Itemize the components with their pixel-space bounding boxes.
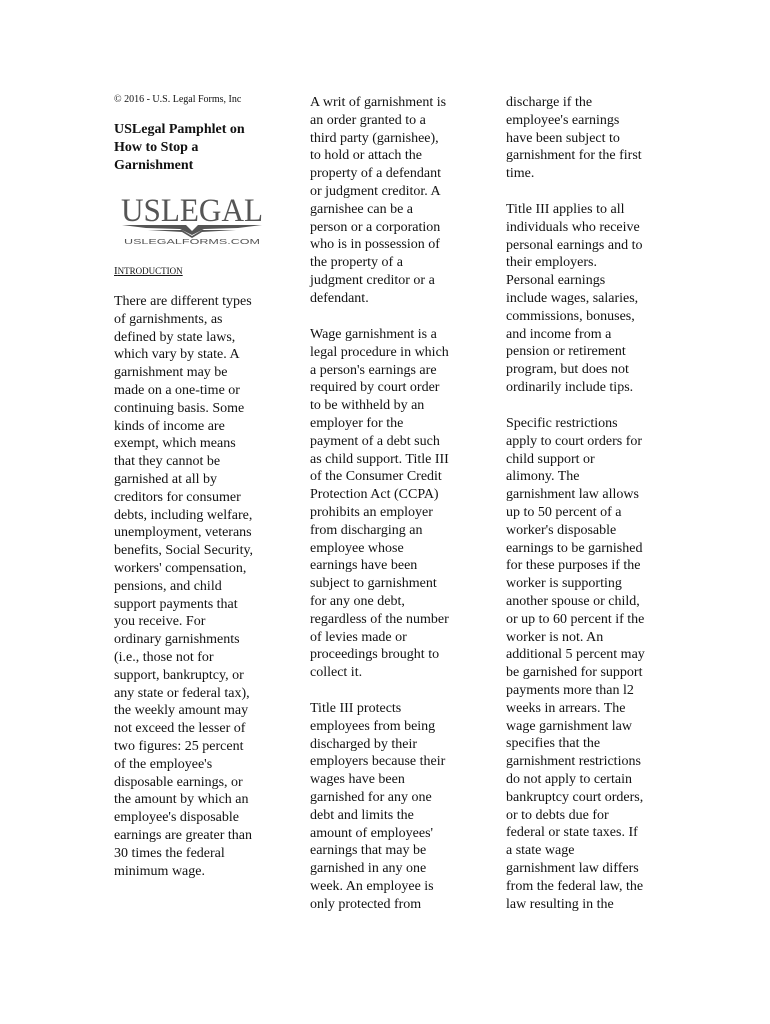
text-line: the amount by which an [114, 792, 249, 808]
text-line: or to debts due for [506, 807, 609, 823]
text-line: garnished in any one [310, 861, 427, 877]
text-line: additional 5 percent may [506, 647, 645, 663]
paragraph-title-iii-protects [310, 700, 472, 914]
text-line: worker is supporting [506, 576, 622, 592]
text-line: subject to garnishment [310, 576, 437, 592]
text-line: garnishee can be a [310, 201, 413, 217]
text-line: from the federal law, the [506, 878, 644, 894]
text-line: discharge if the [506, 95, 593, 110]
text-line: of the Consumer Credit [310, 469, 442, 485]
text-line: kinds of income are [114, 418, 225, 434]
text-line: unemployment, veterans [114, 525, 252, 541]
text-line: person or a corporation [310, 219, 441, 235]
text-line: their employers. [506, 255, 597, 271]
text-line: of the employee's [114, 756, 213, 772]
text-line: payment of a debt such [310, 433, 440, 449]
text-line: and income from a [506, 326, 612, 342]
text-line: payments more than l2 [506, 682, 634, 698]
text-line: employee whose [310, 540, 404, 556]
text-line: creditors for consumer [114, 489, 241, 505]
heading-rest: NTRODUCTION [117, 266, 183, 276]
text-line: Wage garnishment is a [310, 327, 437, 342]
text-line: continuing basis. Some [114, 400, 245, 416]
text-line: for any one debt, [310, 593, 405, 609]
heading-initial: I [114, 265, 118, 277]
text-line: have been subject to [506, 130, 620, 146]
text-line: collect it. [310, 665, 363, 681]
text-line: do not apply to certain [506, 771, 632, 787]
text-line: Title III applies to all [506, 202, 625, 217]
text-line: not exceed the lesser of [114, 721, 246, 737]
text-line: earnings have been [310, 558, 418, 574]
text-line: A writ of garnishment is [310, 95, 447, 110]
text-line: earnings to be garnished [506, 540, 643, 556]
text-line: alimony. The [506, 469, 580, 485]
text-line: garnishment restrictions [506, 754, 641, 770]
text-line: pensions, and child [114, 578, 222, 594]
text-line: from discharging an [310, 522, 423, 538]
text-line: judgment creditor or a [310, 272, 435, 288]
text-line: ordinarily include tips. [506, 379, 634, 395]
text-line: garnishment for the first [506, 148, 642, 164]
text-line: debts, including welfare, [114, 507, 253, 523]
text-line: any state or federal tax), [114, 685, 250, 701]
section-heading-introduction [114, 266, 183, 277]
paragraph-introduction [114, 293, 276, 880]
title-line: USLegal Pamphlet on [114, 122, 245, 137]
text-line: 30 times the federal [114, 845, 225, 861]
text-line: weeks in arrears. The [506, 700, 626, 716]
text-line: only protected from [310, 896, 422, 912]
text-line: an order granted to a [310, 112, 426, 128]
text-line: Specific restrictions [506, 416, 618, 431]
paragraph-wage-garnishment [310, 326, 472, 682]
text-line: that they cannot be [114, 454, 221, 470]
copyright-notice: © 2016 - U.S. Legal Forms, Inc [114, 94, 242, 105]
text-line: Title III protects [310, 701, 402, 716]
text-line: as child support. Title III [310, 451, 449, 467]
text-line: program, but does not [506, 362, 629, 378]
text-line: employer for the [310, 415, 404, 431]
text-line: wage garnishment law [506, 718, 632, 734]
text-line: be garnished for support [506, 665, 643, 681]
title-line: How to Stop a [114, 140, 199, 155]
text-line: support payments that [114, 596, 238, 612]
text-line: commissions, bonuses, [506, 308, 635, 324]
text-line: garnishment law differs [506, 860, 639, 876]
document-title [114, 121, 274, 175]
text-line: garnished for any one [310, 789, 432, 805]
logo-wordmark: USLEGAL [121, 194, 263, 229]
text-line: regardless of the number [310, 611, 449, 627]
text-line: employee's earnings [506, 112, 620, 128]
text-line: earnings that may be [310, 843, 427, 859]
text-line: There are different types [114, 294, 252, 309]
text-line: property of a defendant [310, 166, 441, 182]
text-line: ordinary garnishments [114, 632, 240, 648]
text-line: which vary by state. A [114, 347, 240, 363]
text-line: a state wage [506, 843, 575, 859]
text-line: discharged by their [310, 736, 418, 752]
text-line: Personal earnings [506, 273, 606, 289]
text-line: employee's disposable [114, 810, 239, 826]
text-line: specifies that the [506, 736, 601, 752]
text-line: defendant. [310, 290, 369, 306]
text-line: amount of employees' [310, 825, 434, 841]
text-line: up to 50 percent of a [506, 504, 622, 520]
text-line: benefits, Social Security, [114, 543, 254, 559]
text-line: wages have been [310, 772, 405, 788]
text-line: or judgment creditor. A [310, 183, 441, 199]
text-line: another spouse or child, [506, 593, 640, 609]
text-line: two figures: 25 percent [114, 738, 244, 754]
text-line: employees from being [310, 718, 436, 734]
text-line: apply to court orders for [506, 433, 643, 449]
paragraph-specific-restrictions [506, 415, 668, 913]
text-line: disposable earnings, or [114, 774, 243, 790]
text-line: the weekly amount may [114, 703, 249, 719]
title-line: Garnishment [114, 158, 194, 173]
text-line: of garnishments, as [114, 311, 223, 327]
text-line: garnishment law allows [506, 487, 639, 503]
text-line: time. [506, 166, 535, 182]
text-line: worker is not. An [506, 629, 604, 645]
text-line: legal procedure in which [310, 344, 449, 360]
text-line: proceedings brought to [310, 647, 440, 663]
text-line: the property of a [310, 255, 403, 271]
text-line: individuals who receive [506, 219, 640, 235]
text-line: bankruptcy court orders, [506, 789, 644, 805]
text-line: to be withheld by an [310, 398, 425, 414]
text-line: (i.e., those not for [114, 649, 214, 665]
text-line: prohibits an employer [310, 504, 433, 520]
text-line: debt and limits the [310, 807, 414, 823]
text-line: or up to 60 percent if the [506, 611, 645, 627]
text-line: required by court order [310, 380, 440, 396]
uslegal-logo [118, 194, 266, 246]
text-line: earnings are greater than [114, 827, 252, 843]
paragraph-title-iii-applies [506, 201, 668, 397]
text-line: for these purposes if the [506, 558, 641, 574]
text-line: support, bankruptcy, or [114, 667, 244, 683]
text-line: garnishment may be [114, 365, 228, 381]
text-line: made on a one-time or [114, 382, 240, 398]
text-line: Protection Act (CCPA) [310, 487, 439, 503]
text-line: garnished at all by [114, 471, 218, 487]
text-line: defined by state laws, [114, 329, 236, 345]
text-line: law resulting in the [506, 896, 614, 912]
text-line: personal earnings and to [506, 237, 643, 253]
text-line: pension or retirement [506, 344, 626, 360]
paragraph-writ-of-garnishment [310, 94, 472, 308]
text-line: federal or state taxes. If [506, 825, 638, 841]
paragraph-discharge-continued [506, 94, 668, 183]
text-line: minimum wage. [114, 863, 205, 879]
text-line: child support or [506, 451, 595, 467]
text-line: workers' compensation, [114, 560, 247, 576]
text-line: exempt, which means [114, 436, 236, 452]
text-line: of levies made or [310, 629, 407, 645]
text-line: week. An employee is [310, 878, 434, 894]
text-line: include wages, salaries, [506, 290, 639, 306]
text-line: employers because their [310, 754, 446, 770]
text-line: third party (garnishee), [310, 130, 439, 146]
text-line: a person's earnings are [310, 362, 437, 378]
text-line: worker's disposable [506, 522, 617, 538]
text-line: to hold or attach the [310, 148, 422, 164]
text-line: who is in possession of [310, 237, 440, 253]
text-line: you receive. For [114, 614, 206, 630]
logo-url: USLEGALFORMS.COM [124, 237, 260, 246]
